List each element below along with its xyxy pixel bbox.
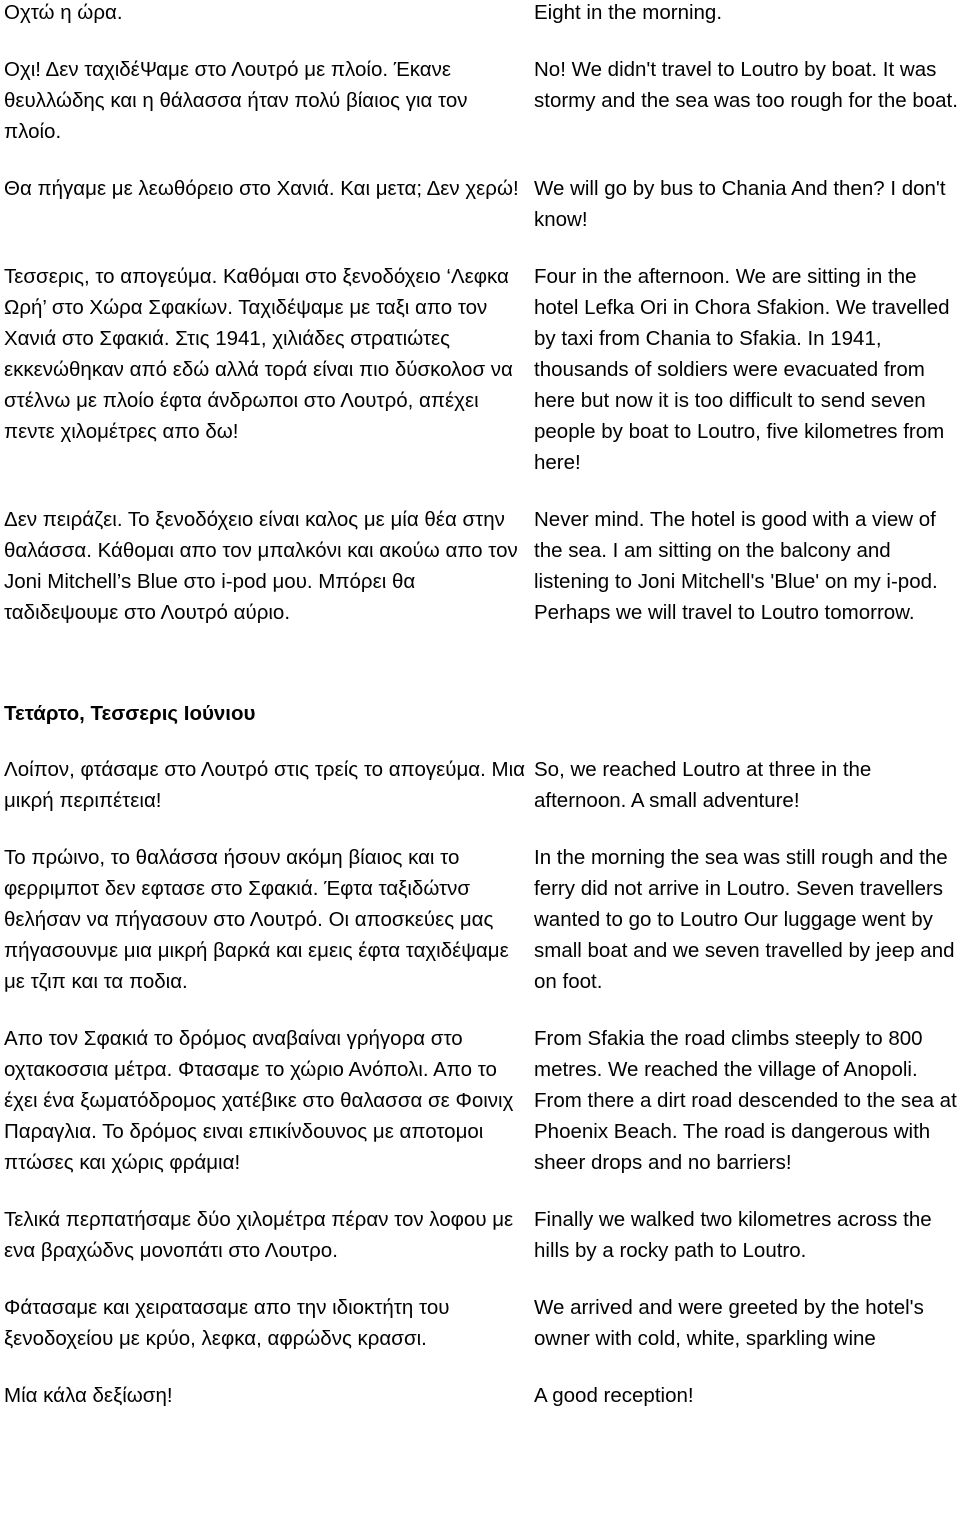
english-paragraph: So, we reached Loutro at three in the afternoon. A small adventure!	[534, 758, 872, 812]
paragraph-row	[0, 0, 960, 28]
english-paragraph: A good reception!	[534, 1384, 694, 1407]
paragraph-row	[0, 1380, 960, 1411]
section-two	[0, 698, 960, 1411]
section-heading: Τετάρτο, Τεσσερις Ιούνιου	[4, 702, 256, 725]
english-paragraph: Never mind. The hotel is good with a view of the sea. I am sitting on the balcony and listening to Joni Mitchell's 'Blue' on my i-pod. Perhaps we will travel to Loutro tomorrow.	[534, 508, 938, 624]
greek-paragraph: Λοίπον, φτάσαμε στο Λουτρό στις τρείς το απογεύμα. Μια μικρή περιπέτεια!	[4, 758, 525, 812]
section-one	[0, 0, 960, 628]
paragraph-row	[0, 261, 960, 478]
paragraph-row	[0, 54, 960, 147]
english-paragraph: From Sfakia the road climbs steeply to 800 metres. We reached the village of Anopoli. From there a dirt road descended to the sea at Phoenix Beach. The road is dangerous with sheer drops and no barriers!	[534, 1027, 957, 1174]
english-paragraph: Eight in the morning.	[534, 1, 723, 24]
paragraph-row	[0, 754, 960, 816]
paragraph-row	[0, 1204, 960, 1266]
paragraph-row	[0, 1023, 960, 1178]
greek-paragraph: Το πρώινο, το θαλάσσα ήσουν ακόμη βίαιος και το φερριμποτ δεν εφτασε στο Σφακιά. Έφτα ταξιδώτνσ θελήσαν να πήγασουν στο Λουτρό. Οι αποσκεύες μας πήγασουνμε μια μικρή βαρκά και εμεις έφτα ταχιδέψαμε με τζιπ και τα ποδια.	[4, 846, 509, 993]
english-paragraph: Finally we walked two kilometres across the hills by a rocky path to Loutro.	[534, 1208, 932, 1262]
english-paragraph: No! We didn't travel to Loutro by boat. It was stormy and the sea was too rough for the boat.	[534, 58, 958, 112]
paragraph-row	[0, 842, 960, 997]
greek-paragraph: Φάτασαμε και χειρατασαμε απο την ιδιοκτήτη του ξενοδοχείου με κρύο, λεφκα, αφρώδνς κρασσι.	[4, 1296, 450, 1350]
paragraph-row	[0, 173, 960, 235]
english-paragraph: In the morning the sea was still rough and the ferry did not arrive in Loutro. Seven travellers wanted to go to Loutro Our luggage went by small boat and we seven travelled by jeep and on foot.	[534, 846, 955, 993]
paragraph-row	[0, 504, 960, 628]
greek-paragraph: Μία κάλα δεξίωση!	[4, 1384, 173, 1407]
greek-paragraph: Οχτώ η ώρα.	[4, 1, 123, 24]
english-paragraph: We arrived and were greeted by the hotel's owner with cold, white, sparkling wine	[534, 1296, 924, 1350]
paragraph-row	[0, 1292, 960, 1354]
greek-paragraph: Απο τον Σφακιά το δρόμος αναβαίναι γρήγορα στο οχτακοσσια μέτρα. Φτασαμε το χώριο Ανόπολι. Απο το έχει ένα ξωματόδρομος χατέβικε στο θαλασσα σε Φοινιχ Παραγλια. Το δρόμος ειναι επικίνδουνος με αποτομοι πτώσες και χώρις φράμια!	[4, 1027, 514, 1174]
greek-paragraph: Οχι! Δεν ταχιδέΨαμε στο Λουτρό με πλοίο. Έκανε θευλλώδης και η θάλασσα ήταν πολύ βίαιος για τον πλοίο.	[4, 58, 468, 143]
greek-paragraph: Θα πήγαμε με λεωθόρειο στο Χανιά. Και μετα; Δεν χερώ!	[4, 177, 519, 200]
greek-paragraph: Δεν πειράζει. Το ξενοδόχειο είναι καλος με μία θέα στην θαλάσσα. Κάθομαι απο τον μπαλκόνι και ακούω απο τον Joni Mitchell’s Blue στο i-pod μου. Μπόρει θα ταδιδεψουμε στο Λουτρό αύριο.	[4, 508, 518, 624]
greek-paragraph: Τελικά περπατήσαμε δύο χιλομέτρα πέραν τον λοφου με ενα βραχώδνς μονοπάτι στο Λουτρο.	[4, 1208, 514, 1262]
english-paragraph: We will go by bus to Chania And then? I don't know!	[534, 177, 946, 231]
english-paragraph: Four in the afternoon. We are sitting in the hotel Lefka Ori in Chora Sfakion. We travelled by taxi from Chania to Sfakia. In 1941, thousands of soldiers were evacuated from here but now it is too difficult to send seven people by boat to Loutro, five kilometres from here!	[534, 265, 950, 474]
greek-paragraph: Τεσσερις, το απογεύμα. Καθόμαι στο ξενοδόχειο ‘Λεφκα Ωρή’ στο Χώρα Σφακίων. Ταχιδέψαμε με ταξι απο τον Χανιά στο Σφακιά. Στις 1941, χιλιάδες στρατιώτες εκκενώθηκαν από εδώ αλλά τορά είναι πιο δύσκολοσ να στέλνω με πλοίο έφτα άνδρωποι στο Λουτρό, απέχει πεντε χιλομέτρες απο δω!	[4, 265, 513, 443]
